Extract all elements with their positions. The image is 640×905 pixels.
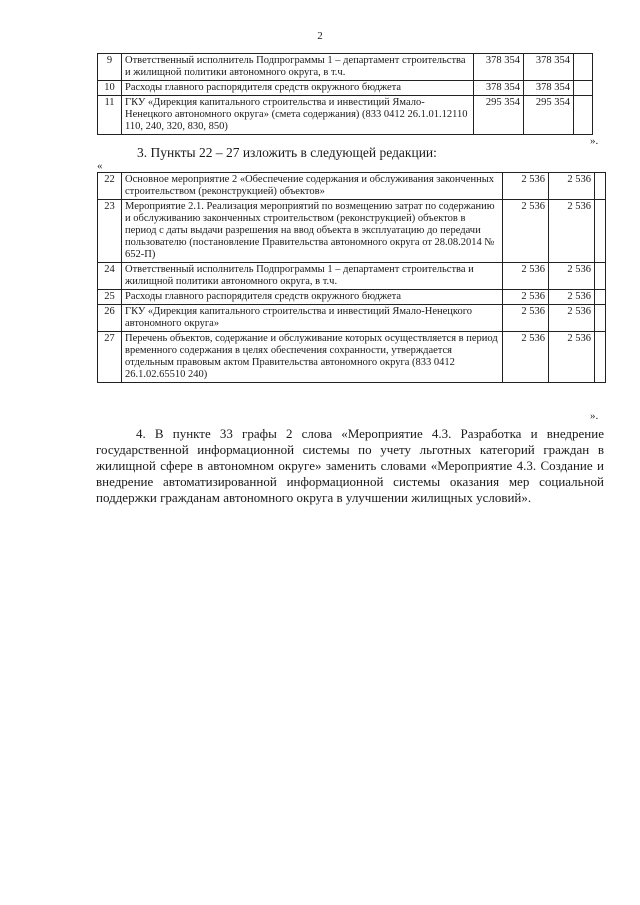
closing-quote: ». (590, 135, 599, 147)
row-number: 22 (98, 173, 122, 200)
row-number: 26 (98, 305, 122, 332)
row-description: Перечень объектов, содержание и обслуживание которых осуществляется в период временного содержания в целях обеспечения сохранности, утверждается отдельным правовым актом Правительства автономного округа (833 0412 26.1.02.65510 240) (122, 332, 503, 383)
row-value: 2 536 (549, 332, 595, 383)
row-description: Расходы главного распорядителя средств окружного бюджета (122, 81, 474, 96)
row-value (574, 81, 593, 96)
row-value (595, 305, 606, 332)
table-row (98, 173, 606, 200)
row-value: 378 354 (524, 54, 574, 81)
row-description: Расходы главного распорядителя средств окружного бюджета (122, 290, 503, 305)
closing-quote: ». (590, 410, 599, 422)
opening-quote: « (97, 160, 103, 172)
row-number: 27 (98, 332, 122, 383)
table-row (98, 332, 606, 383)
row-number: 24 (98, 263, 122, 290)
row-number: 23 (98, 200, 122, 263)
row-description: Ответственный исполнитель Подпрограммы 1 – департамент строительства и жилищной политики автономного округа, в т.ч. (122, 54, 474, 81)
row-number: 10 (98, 81, 122, 96)
row-value (574, 54, 593, 81)
row-value: 2 536 (503, 263, 549, 290)
table-row (98, 54, 593, 81)
table-row (98, 200, 606, 263)
budget-table-2 (97, 172, 606, 383)
row-value: 2 536 (503, 173, 549, 200)
row-value: 2 536 (549, 173, 595, 200)
row-value: 2 536 (549, 200, 595, 263)
row-number: 11 (98, 96, 122, 135)
row-value: 2 536 (549, 305, 595, 332)
row-value: 378 354 (474, 81, 524, 96)
row-value (595, 200, 606, 263)
row-value: 2 536 (503, 200, 549, 263)
row-value: 2 536 (503, 332, 549, 383)
row-number: 9 (98, 54, 122, 81)
row-value: 2 536 (549, 290, 595, 305)
table-row (98, 96, 593, 135)
row-description: ГКУ «Дирекция капитального строительства и инвестиций Ямало-Ненецкого автономного округа» (122, 305, 503, 332)
row-value: 2 536 (549, 263, 595, 290)
table-row (98, 81, 593, 96)
row-value: 2 536 (503, 305, 549, 332)
row-value: 378 354 (474, 54, 524, 81)
row-value (595, 332, 606, 383)
budget-table-1 (97, 53, 593, 135)
row-value (595, 173, 606, 200)
row-number: 25 (98, 290, 122, 305)
row-description: Ответственный исполнитель Подпрограммы 1 – департамент строительства и жилищной политики автономного округа, в т.ч. (122, 263, 503, 290)
table-row (98, 305, 606, 332)
row-value: 2 536 (503, 290, 549, 305)
row-description: Мероприятие 2.1. Реализация мероприятий по возмещению затрат по содержанию и обслуживанию законченных строительством (реконструкцией) объектов в период с даты выдачи разрешения на ввод объекта в эксплуатацию до передачи пользователю (постановление Правительства автономного округа от 28.08.2014 № 652-П) (122, 200, 503, 263)
table-row (98, 290, 606, 305)
row-value: 295 354 (474, 96, 524, 135)
row-value: 295 354 (524, 96, 574, 135)
row-description: Основное мероприятие 2 «Обеспечение содержания и обслуживания законченных строительством (реконструкцией) объектов» (122, 173, 503, 200)
row-value (574, 96, 593, 135)
row-value (595, 290, 606, 305)
row-value (595, 263, 606, 290)
section-heading: 3. Пункты 22 – 27 изложить в следующей редакции: (137, 145, 437, 160)
paragraph-4: 4. В пункте 33 графы 2 слова «Мероприятие 4.3. Разработка и внедрение государственной информационной системы по учету льготных категорий граждан в жилищной сфере в автономном округе» заменить словами «Мероприятие 4.3. Создание и внедрение автоматизированной информационной системы оказания мер социальной поддержки гражданам автономного округа в улучшении жилищных условий». (96, 426, 604, 505)
table-row (98, 263, 606, 290)
budget-table-1-body (98, 54, 593, 135)
row-value: 378 354 (524, 81, 574, 96)
budget-table-2-body (98, 173, 606, 383)
page-number: 2 (317, 30, 323, 42)
row-description: ГКУ «Дирекция капитального строительства и инвестиций Ямало-Ненецкого автономного округа» (смета содержания) (833 0412 26.1.01.12110 110, 240, 320, 830, 850) (122, 96, 474, 135)
